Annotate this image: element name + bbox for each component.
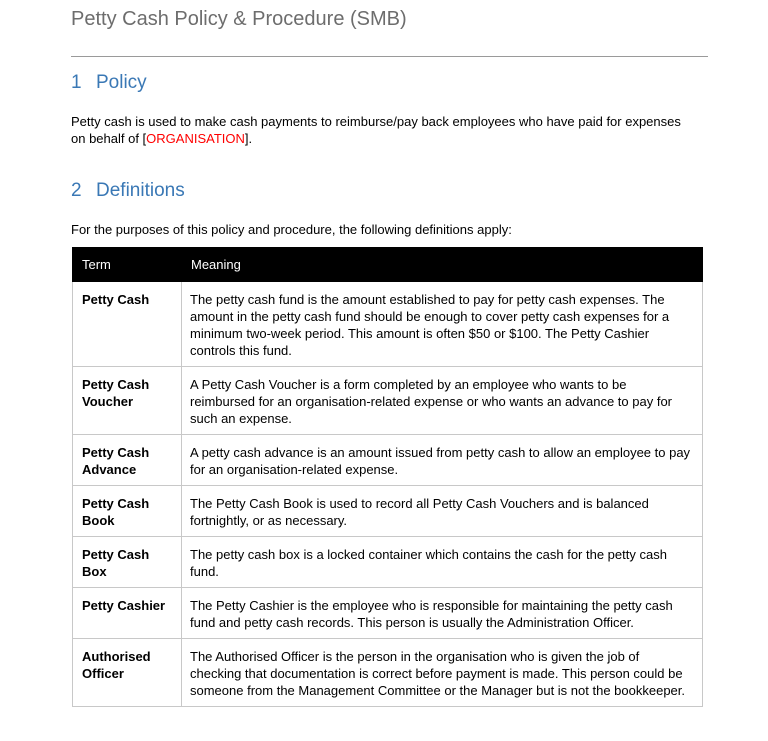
table-row xyxy=(73,367,703,435)
meaning-cell: The Petty Cashier is the employee who is responsible for maintaining the petty cash fund and petty cash records. This person is usually the Administration Officer. xyxy=(182,588,703,639)
header-term: Term xyxy=(73,248,182,282)
section-title: Policy xyxy=(96,72,147,93)
organisation-placeholder: ORGANISATION xyxy=(146,131,245,146)
meaning-cell: The Authorised Officer is the person in the organisation who is given the job of checking that documentation is correct before payment is made. This person could be someone from the Management Committee or the Manager but is not the bookkeeper. xyxy=(182,639,703,707)
section-number: 2 xyxy=(71,180,82,201)
table-row xyxy=(73,588,703,639)
term-cell: Authorised Officer xyxy=(73,639,182,707)
header-meaning: Meaning xyxy=(182,248,703,282)
term-cell: Petty Cash Voucher xyxy=(73,367,182,435)
meaning-cell: The petty cash fund is the amount established to pay for petty cash expenses. The amount in the petty cash fund should be enough to cover petty cash expenses for a minimum two-week period. This amount is often $50 or $100. The Petty Cashier controls this fund. xyxy=(182,282,703,367)
definitions-table xyxy=(72,247,703,707)
policy-paragraph xyxy=(71,113,691,147)
term-cell: Petty Cash Book xyxy=(73,486,182,537)
section-heading-definitions xyxy=(71,180,185,202)
section-heading-policy xyxy=(71,72,147,94)
table-row xyxy=(73,282,703,367)
table-row xyxy=(73,639,703,707)
policy-text-after: ]. xyxy=(244,131,253,146)
title-divider xyxy=(71,56,708,57)
table-row xyxy=(73,435,703,486)
section-title: Definitions xyxy=(96,180,185,201)
meaning-cell: The Petty Cash Book is used to record all Petty Cash Vouchers and is balanced fortnightly, or as necessary. xyxy=(182,486,703,537)
table-row xyxy=(73,537,703,588)
section-number: 1 xyxy=(71,72,82,93)
meaning-cell: A petty cash advance is an amount issued from petty cash to allow an employee to pay for an organisation-related expense. xyxy=(182,435,703,486)
policy-text-before: Petty cash is used to make cash payments to reimburse/pay back employees who have paid for expenses on behalf of [ xyxy=(71,114,681,146)
definitions-intro: For the purposes of this policy and procedure, the following definitions apply: xyxy=(71,222,512,237)
term-cell: Petty Cashier xyxy=(73,588,182,639)
term-cell: Petty Cash Advance xyxy=(73,435,182,486)
table-header-row xyxy=(73,248,703,282)
document-title: Petty Cash Policy & Procedure (SMB) xyxy=(71,8,407,30)
meaning-cell: The petty cash box is a locked container which contains the cash for the petty cash fund. xyxy=(182,537,703,588)
term-cell: Petty Cash Box xyxy=(73,537,182,588)
meaning-cell: A Petty Cash Voucher is a form completed by an employee who wants to be reimbursed for an organisation-related expense or who wants an advance to pay for such an expense. xyxy=(182,367,703,435)
term-cell: Petty Cash xyxy=(73,282,182,367)
table-row xyxy=(73,486,703,537)
